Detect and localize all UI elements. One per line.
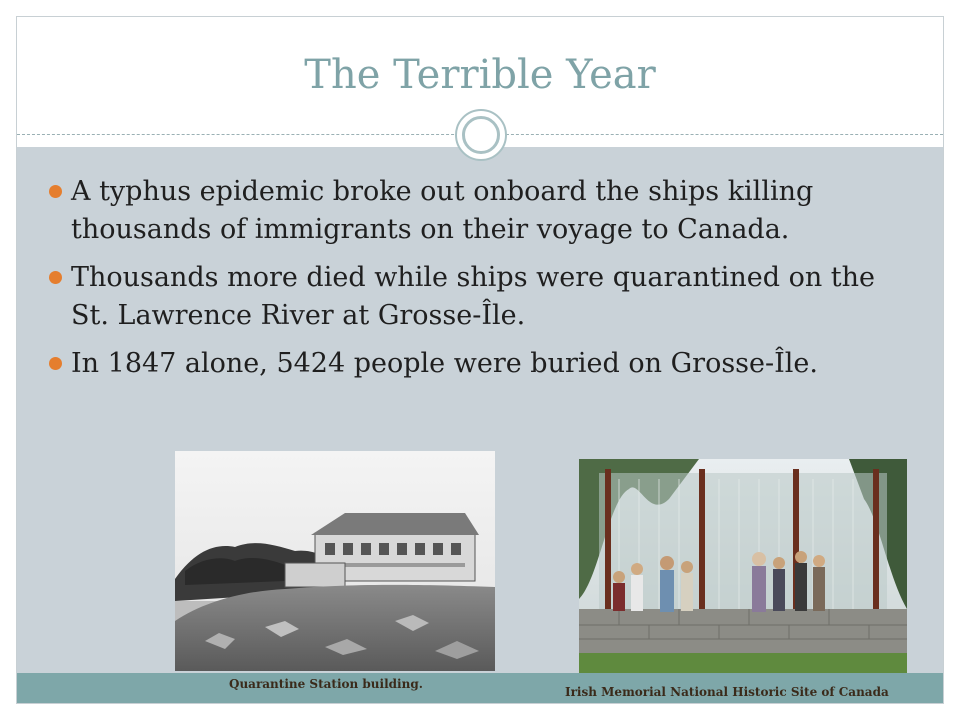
slide [16,16,944,704]
quarantine-station-image [175,451,495,671]
bullet-dot-icon [49,271,62,284]
bullet-dot-icon [49,357,62,370]
bullet-dot-icon [49,185,62,198]
caption-quarantine-station: Quarantine Station building. [229,677,423,691]
bullet-text: In 1847 alone, 5424 people were buried on Grosse-Île. [71,348,818,379]
quarantine-station-photo [175,451,495,671]
bullet-text: A typhus epidemic broke out onboard the ships killing thousands of immigrants on their voyage to Canada. [71,176,814,245]
bullet-text: Thousands more died while ships were quarantined on the St. Lawrence River at Grosse-Île. [71,262,876,331]
circle-ornament-icon [455,109,507,161]
bullet-list [49,173,889,383]
irish-memorial-photo [579,459,907,679]
circle-ornament-inner [462,116,500,154]
bullet-item [49,259,889,335]
caption-irish-memorial: Irish Memorial National Historic Site of Canada [565,685,889,699]
bullet-item [49,345,889,383]
slide-title: The Terrible Year [304,52,656,98]
irish-memorial-image [579,459,907,679]
bullet-item [49,173,889,249]
